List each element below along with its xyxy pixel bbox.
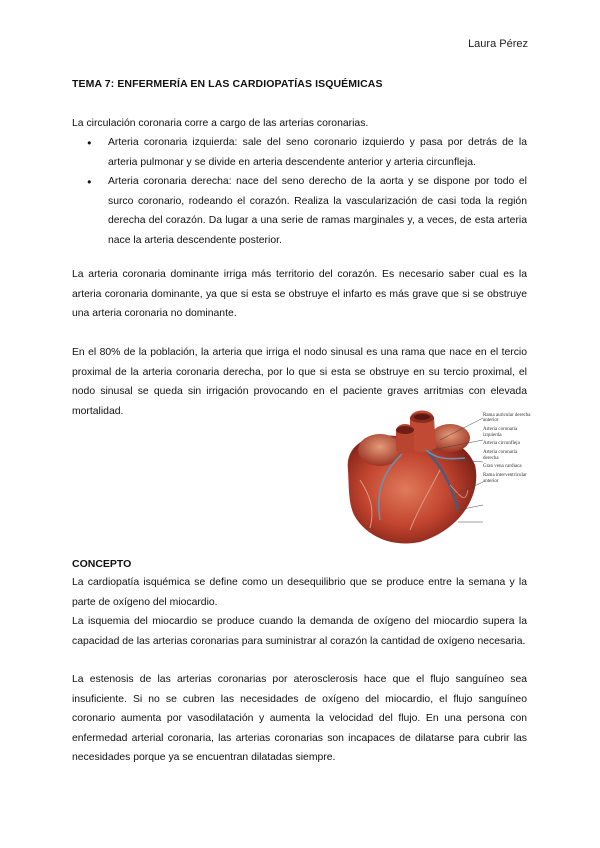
list-item-right-coronary: ● Arteria coronaria derecha: nace del seno derecho de la aorta y se dispone por todo el surco coronario, rodeando el corazón. Realiza la vascularización de casi toda la región derecha del corazón. Da lugar a una serie de ramas marginales y, a veces, de esta arteria nace la arteria descendente posterior.	[72, 172, 527, 250]
label-left-coronary: Arteria coronaria izquierda	[483, 427, 518, 438]
concepto-paragraph-3: La estenosis de las arterias coronarias por aterosclerosis hace que el flujo sanguíneo sea insuficiente. Si no se cubren las necesidades de oxígeno del miocardio, el flujo sanguíneo coronario aumenta por vasodilatación y aumenta la velocidad del flujo. En una persona con enfermedad arterial coronaria, las arterias coronarias son incapaces de dilatarse para cubrir las necesidades porque ya se encuentran dilatadas siempre.	[72, 674, 527, 763]
artery-list	[72, 133, 527, 250]
author-name: Laura Pérez	[468, 38, 528, 50]
label-circumflex: Arteria circunfleja	[483, 441, 520, 447]
sinus-node-paragraph: En el 80% de la población, la arteria que irriga el nodo sinusal es una rama que nace en el tercio proximal de la arteria coronaria derecha, por lo que si esta se obstruye en su tercio proximal, el nodo sinusal se queda sin irrigación provocando en el paciente graves arritmias con elevada mortalidad.	[72, 347, 527, 417]
label-right-atrial-branch: Rama auricular derecha anterior	[483, 413, 531, 424]
list-item-left-coronary: ● Arteria coronaria izquierda: sale del seno coronario izquierdo y pasa por detrás de la arteria pulmonar y se divide en arteria descendente anterior y arteria circunfleja.	[72, 133, 527, 172]
document-title: TEMA 7: ENFERMERÍA EN LAS CARDIOPATÍAS ISQUÉMICAS	[72, 78, 383, 90]
intro-paragraph: La circulación coronaria corre a cargo de las arterias coronarias.	[72, 118, 369, 129]
concepto-paragraph-1: La cardiopatía isquémica se define como un desequilibrio que se produce entre la semana y la parte de oxígeno del miocardio.	[72, 577, 527, 608]
figure-labels	[483, 413, 533, 487]
concepto-heading: CONCEPTO	[72, 558, 132, 570]
concepto-paragraph-2: La isquemia del miocardio se produce cuando la demanda de oxígeno del miocardio supera la capacidad de las arterias coronarias para suministrar al corazón la cantidad de oxígeno necesaria.	[72, 616, 527, 647]
label-great-cardiac-vein: Gran vena cardiaca	[483, 464, 522, 470]
label-right-coronary: Arteria coronaria derecha	[483, 450, 518, 461]
dominant-artery-paragraph: La arteria coronaria dominante irriga más territorio del corazón. Es necesario saber cual es la arteria coronaria dominante, ya que si esta se obstruye el infarto es más grave que si se obstruye una arteria coronaria no dominante.	[72, 269, 527, 319]
label-anterior-interventricular: Rama interventricular anterior	[483, 473, 527, 484]
